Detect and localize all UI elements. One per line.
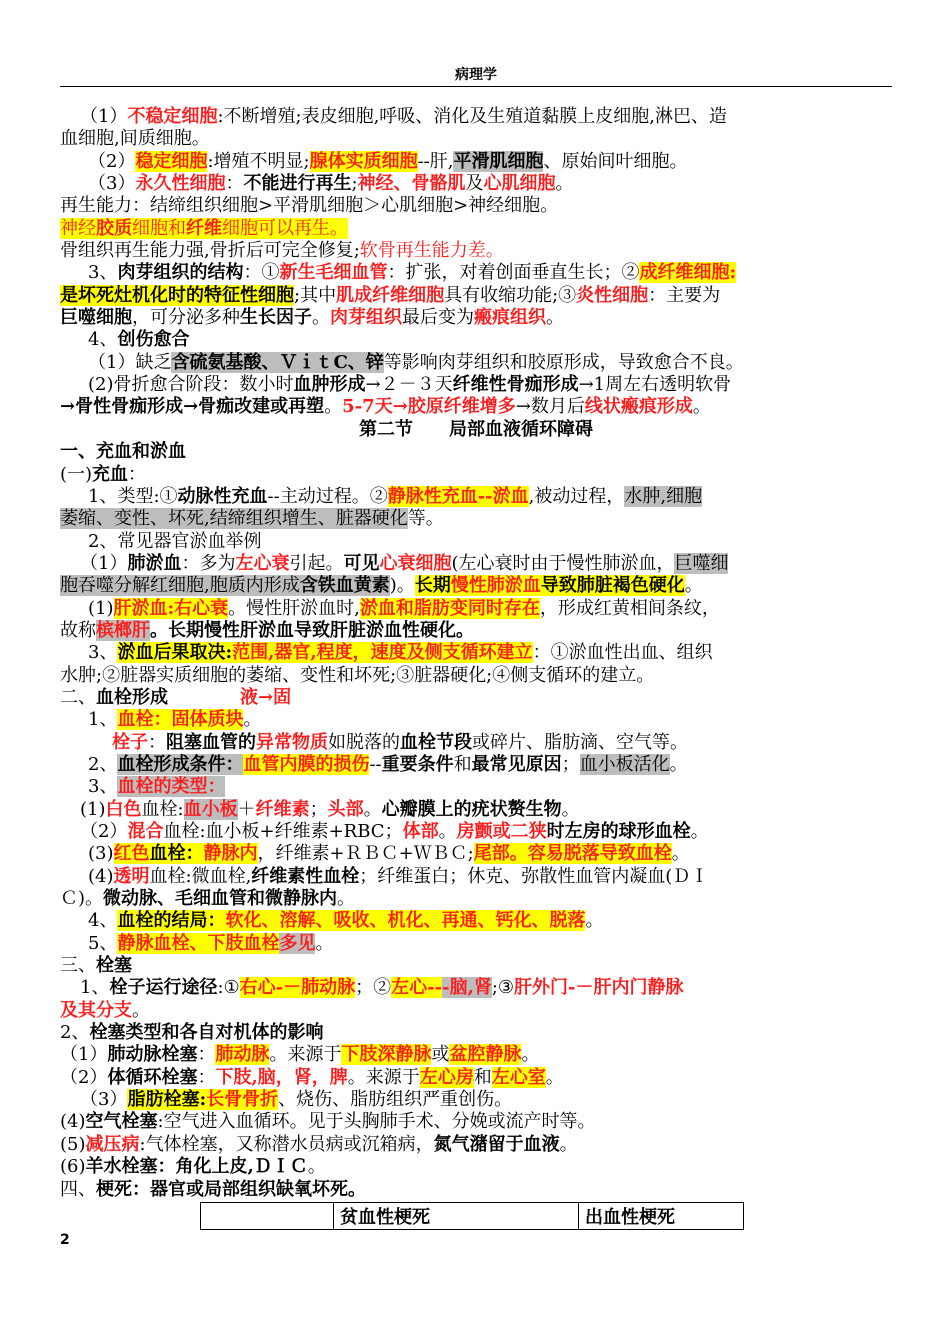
text-span: ;	[351, 173, 358, 195]
text-span: 栓子	[112, 731, 148, 753]
text-span: 。	[561, 798, 580, 820]
text-span: ;其中	[294, 284, 337, 306]
text-span: ；	[561, 753, 580, 775]
text-span: 软骨再生能力差。	[359, 240, 504, 262]
table-row	[201, 1203, 744, 1230]
text-span: 肺动脉栓塞	[107, 1044, 198, 1066]
text-span: 胶原纤维增多	[407, 396, 516, 418]
text-line	[60, 642, 892, 664]
text-span: 头部	[327, 798, 364, 820]
text-span: 最常见原因	[471, 753, 562, 775]
text-line	[60, 329, 892, 351]
text-line	[60, 955, 892, 977]
text-span: 不能进行再生	[243, 173, 352, 195]
text-span: 血栓：固体质块	[117, 709, 244, 731]
text-span: 或碎片、脂肪滴、空气等。	[472, 731, 688, 753]
text-span: 氮气潴留于血液	[433, 1133, 560, 1155]
text-span: ：	[197, 1066, 216, 1088]
table-cell: 出血性梗死	[579, 1203, 744, 1230]
text-span: 含硫氨基酸、ＶｉｔC、锌	[171, 351, 384, 373]
text-span: 左心室	[491, 1066, 546, 1088]
text-span: 纤维素	[255, 798, 310, 820]
text-span: 。	[669, 753, 688, 775]
text-line	[60, 531, 892, 553]
text-span: 稳定细胞	[135, 150, 208, 172]
text-span: 及	[465, 173, 484, 195]
text-span: 故称	[60, 619, 96, 641]
text-line	[60, 709, 892, 731]
text-span: 慢性肺淤血	[450, 575, 541, 597]
text-line	[60, 866, 892, 888]
text-span: 体循环栓塞	[107, 1066, 198, 1088]
text-span: 红色	[113, 843, 150, 865]
text-span: 羊水栓塞：角化上皮,ＤＩＣ	[85, 1156, 308, 1178]
text-span: 下肢深静脉	[341, 1044, 432, 1066]
text-span: 。	[330, 217, 348, 239]
text-span: 及其分支	[60, 999, 132, 1021]
text-span: 软化、溶解、吸收、机化、再通、钙化、脱落	[225, 910, 586, 932]
text-span: 1、类型:①	[88, 485, 178, 507]
text-span: 。长期慢性肝淤血导致肝脏淤血性硬化。	[150, 619, 474, 641]
text-span: 长期	[414, 575, 451, 597]
text-span: 多见	[279, 932, 316, 954]
text-span: 减压病	[85, 1133, 140, 1155]
text-span: 淤血和脂肪变同时存在	[359, 597, 540, 619]
text-line	[60, 732, 892, 754]
text-span: 。来源于	[269, 1044, 342, 1066]
text-span: →1周左右透明软骨	[578, 374, 732, 396]
text-span: 长骨骨折	[206, 1089, 279, 1111]
text-span: 5、	[88, 932, 118, 954]
text-span: 动脉性充血	[177, 485, 268, 507]
text-span: 栓塞类型和各自对机体的影响	[89, 1022, 324, 1044]
text-span: (一)	[60, 463, 93, 485]
text-span: 3、	[88, 642, 118, 664]
text-line	[60, 910, 892, 932]
text-line	[60, 106, 892, 128]
text-span: ：	[148, 731, 166, 753]
text-span: --肝,	[417, 150, 454, 172]
text-span: 肉芽组织	[330, 307, 402, 329]
text-span: 1、	[88, 709, 118, 731]
text-span: （1）	[80, 552, 128, 574]
text-span: 脂肪栓塞:	[127, 1089, 207, 1111]
text-span: 肝外门-－肝内门静脉	[514, 977, 684, 999]
text-span: 萎缩、变性、坏死,结缔组织增生、脏器硬化	[60, 508, 408, 530]
text-span: 二、	[60, 686, 96, 708]
text-span: (4)	[60, 1111, 86, 1133]
text-span: 房颤或二狭	[456, 821, 547, 842]
text-line	[60, 754, 892, 776]
text-span: 血肿形成	[293, 374, 366, 396]
text-span: 。	[324, 396, 343, 418]
text-line	[60, 776, 892, 798]
text-span: 。	[671, 843, 690, 865]
text-line	[60, 1179, 892, 1201]
text-span: （2）	[80, 821, 128, 842]
text-line	[60, 374, 892, 396]
text-span: ；纤维蛋白；休克、弥散性血管内凝血(ＤＩ	[359, 865, 709, 887]
text-line	[60, 1067, 892, 1089]
text-span: 2、	[60, 1022, 90, 1044]
text-line	[60, 128, 892, 150]
text-span: :①	[217, 977, 240, 999]
text-span: 纤维素性血栓	[251, 865, 360, 887]
text-span: (5)	[60, 1133, 86, 1155]
text-span: 体部	[402, 821, 439, 842]
text-span: 透明	[113, 865, 150, 887]
text-line	[60, 1000, 892, 1022]
text-span: 骨组织再生能力强,骨折后可完全修复;	[60, 240, 360, 262]
text-span: 血栓形成条件：	[117, 753, 244, 775]
text-line	[60, 508, 892, 530]
text-span: ：①	[243, 262, 280, 284]
text-span: 。	[555, 173, 574, 195]
text-span: 左心--	[391, 977, 443, 999]
text-span: (6)	[60, 1156, 86, 1178]
text-span: 。	[684, 575, 703, 597]
text-span: (1)	[80, 798, 106, 820]
text-span: 5-7天→	[342, 396, 408, 418]
text-span: 。	[559, 1133, 578, 1155]
text-span: 导致肺脏褐色硬化	[540, 575, 685, 597]
text-span: 三、	[60, 955, 96, 977]
text-span: --主动过程。②	[267, 485, 388, 507]
text-span: 等影响肉芽组织和胶原形成，导致愈合不良。	[383, 351, 744, 373]
text-span: 血小板	[183, 798, 238, 820]
text-span: 范围,器官,程度，速度及侧支循环建立	[232, 642, 533, 664]
text-line	[60, 441, 892, 463]
text-span: 炎性细胞	[576, 284, 649, 306]
text-span: 。	[438, 821, 457, 842]
text-span: 3、	[88, 776, 118, 798]
text-span: 血管内膜的损伤	[243, 753, 370, 775]
text-span: 血细胞,间质细胞。	[60, 128, 210, 150]
text-span: (3)	[88, 843, 114, 865]
text-span: ：	[128, 463, 147, 485]
text-span: 血栓:微血栓,	[149, 865, 252, 887]
text-span: 血小板活化	[579, 753, 670, 775]
text-span: 3、	[88, 262, 118, 284]
text-span: 胶质	[96, 217, 132, 239]
text-span: 水肿,细胞	[624, 485, 703, 507]
text-span: (1)	[88, 597, 114, 619]
text-span: （3）	[80, 1089, 128, 1111]
text-span: ；	[309, 798, 328, 820]
text-span: 、原始间叶细胞。	[543, 150, 688, 172]
document-body	[60, 106, 892, 1201]
text-span: →骨性骨痂形成→骨痂改建或再塑	[60, 396, 325, 418]
text-line	[60, 620, 892, 642]
text-span: 肌成纤维细胞	[336, 284, 445, 306]
page-header	[60, 64, 892, 87]
text-span: 一、充血和淤血	[60, 441, 186, 463]
text-line	[60, 464, 892, 486]
text-span: 静脉内	[203, 843, 258, 865]
text-span: （1）	[80, 106, 128, 127]
text-line	[60, 575, 892, 597]
text-span: （1）	[60, 1044, 108, 1066]
text-line	[60, 240, 892, 262]
text-line	[60, 486, 892, 508]
text-span: ,被动过程，	[528, 485, 625, 507]
text-span: 不稳定细胞	[127, 106, 218, 127]
text-span: 槟榔肝	[96, 619, 150, 641]
text-span: 再生能力：结缔组织细胞>平滑肌细胞＞心肌细胞>神经细胞。	[60, 195, 559, 217]
text-span: 心瓣膜上的疣状赘生物	[381, 798, 562, 820]
text-span: 巨噬细胞	[60, 307, 132, 329]
text-line	[60, 1156, 892, 1178]
text-line	[60, 1089, 892, 1111]
text-span: 水肿;②脏器实质细胞的萎缩、变性和坏死;③脏器硬化;④侧支循环的建立。	[60, 664, 655, 686]
text-span: 左心衰	[235, 552, 290, 574]
text-span: 纤维	[186, 217, 222, 239]
text-line	[60, 553, 892, 575]
text-span: 。来源于	[347, 1066, 420, 1088]
text-line	[60, 218, 892, 240]
text-span: 新生毛细血管	[279, 262, 388, 284]
text-span: 胞吞噬分解红细胞,胞质内形成	[60, 575, 300, 597]
text-span: 血栓节段	[400, 731, 472, 753]
text-span: 下肢,脑，肾，脾	[215, 1066, 348, 1088]
text-span: ＋	[237, 798, 256, 820]
text-span: 充血	[92, 463, 129, 485]
text-span: 血栓形成	[96, 686, 168, 708]
text-span: 生长因子	[240, 307, 312, 329]
text-span: 微动脉、毛细血管和微静脉内	[103, 888, 338, 910]
text-span: 肉芽组织的结构	[117, 262, 244, 284]
text-span: 淤血后果取决:	[117, 642, 233, 664]
text-span: （3）	[88, 173, 136, 195]
text-line	[60, 262, 892, 284]
infarct-table	[200, 1202, 744, 1230]
text-span: 静脉性充血--淤血	[387, 485, 529, 507]
text-span: 第二节 局部血液循环障碍	[359, 418, 593, 440]
text-span: 神经	[60, 217, 96, 239]
text-span: 空气栓塞	[85, 1111, 158, 1133]
text-line	[60, 352, 892, 374]
text-span: :空气进入血循环。见于头胸肺手术、分娩或流产时等。	[157, 1111, 596, 1133]
text-span: 阻塞血管的	[166, 731, 256, 753]
text-line	[60, 1044, 892, 1066]
text-line	[60, 977, 892, 999]
text-span: 。	[585, 910, 604, 932]
text-span: (左心衰时由于慢性肺淤血，	[451, 552, 675, 574]
text-span: 细胞和	[132, 217, 186, 239]
text-span: 和	[453, 753, 472, 775]
text-line	[60, 1022, 892, 1044]
text-line	[60, 598, 892, 620]
text-span: 创伤愈合	[117, 329, 190, 351]
text-line	[60, 396, 892, 418]
text-span: （2）	[60, 1066, 108, 1088]
text-span: Ｃ)。	[60, 888, 104, 910]
text-span: ：扩张，对着创面垂直生长；②	[387, 262, 640, 284]
text-span: 。	[337, 888, 356, 910]
text-line	[60, 1111, 892, 1133]
text-span: 血栓:血小板+纤维素+RBC；	[163, 821, 403, 842]
text-span: 2、常见器官淤血举例	[88, 530, 262, 552]
text-span: 静脉血栓、下肢血栓	[117, 932, 280, 954]
text-span: -脑,肾	[442, 977, 492, 999]
text-span: 、烧伤、脂肪组织严重创伤。	[278, 1089, 513, 1111]
text-span: ：主要为	[648, 284, 721, 306]
text-span: :气体栓塞，又称潜水员病或沉箱病，	[139, 1133, 434, 1155]
text-line	[60, 419, 892, 441]
text-line	[60, 933, 892, 955]
text-span: 液→固	[240, 686, 292, 708]
text-span: :增殖不明显;	[207, 150, 310, 172]
text-span: 成纤维细胞:	[639, 262, 737, 284]
text-span: 栓塞	[96, 955, 132, 977]
text-span: 1、	[80, 977, 110, 999]
text-span: 。	[243, 709, 262, 731]
text-span: 左心房	[419, 1066, 474, 1088]
text-span: →２－３天	[365, 374, 453, 396]
text-line	[60, 1134, 892, 1156]
text-span: 平滑肌细胞	[453, 150, 544, 172]
text-span: ;③	[491, 977, 515, 999]
text-span: ：多为	[181, 552, 236, 574]
text-span: 。	[132, 999, 150, 1021]
text-span: 4、	[88, 910, 118, 932]
text-span: 肝淤血:右心衰	[113, 597, 229, 619]
text-span: 白色	[105, 798, 142, 820]
text-span: ；②	[355, 977, 392, 999]
table-cell: 贫血性梗死	[334, 1203, 579, 1230]
text-span: 心肌细胞	[483, 173, 556, 195]
text-span: 肺淤血	[127, 552, 182, 574]
text-span: 。	[546, 307, 564, 329]
text-line	[60, 151, 892, 173]
text-span: 可见	[343, 552, 380, 574]
text-span: 异常物质	[256, 731, 328, 753]
text-span: 盆腔静脉	[449, 1044, 522, 1066]
text-span: 肺动脉	[215, 1044, 270, 1066]
text-span: 瘢痕组织	[474, 307, 546, 329]
text-span: 腺体实质细胞	[309, 150, 418, 172]
text-line	[60, 821, 892, 843]
text-span: 纤维性骨痂形成	[452, 374, 579, 396]
text-span: 4、	[88, 329, 118, 351]
text-span: 重要条件	[381, 753, 454, 775]
text-span: 等。	[407, 508, 444, 530]
text-span: ：	[225, 173, 244, 195]
table-cell	[201, 1203, 334, 1230]
text-span: (4)	[88, 865, 114, 887]
text-span: →数月后	[515, 396, 585, 418]
text-span: 细胞可以再生	[222, 217, 330, 239]
text-line	[60, 888, 892, 910]
text-span: :不断增殖;表皮细胞,呼吸、消化及生殖道黏膜上皮细胞,淋巴、造	[217, 106, 728, 127]
text-span: ：①淤血性出血、组织	[532, 642, 713, 664]
text-span: 梗死：器官或局部组织缺氧坏死。	[96, 1178, 366, 1200]
text-span: 或	[431, 1044, 450, 1066]
text-span: 尾部。容易脱落导致血栓	[473, 843, 672, 865]
text-span: 和	[473, 1066, 492, 1088]
text-span: 混合	[127, 821, 164, 842]
text-span: 血栓的类型：	[117, 776, 226, 798]
header-title: 病理学	[455, 67, 497, 83]
text-span: 心衰细胞	[379, 552, 452, 574]
text-span: 具有收缩功能;③	[444, 284, 577, 306]
text-span: 。	[521, 1044, 540, 1066]
text-span: 线状瘢痕形成	[584, 396, 693, 418]
text-span: 血栓：	[149, 843, 204, 865]
text-span: )。	[389, 575, 415, 597]
text-span: 右心-－肺动脉	[239, 977, 356, 999]
text-span: 四、	[60, 1178, 96, 1200]
text-span: 。	[315, 932, 334, 954]
text-span: ，可分泌多种	[132, 307, 240, 329]
page-number: 2	[60, 1232, 70, 1248]
text-span: 永久性细胞	[135, 173, 226, 195]
text-span: 血栓:	[141, 798, 184, 820]
text-span: 巨噬细	[674, 552, 729, 574]
text-span: 如脱落的	[328, 731, 400, 753]
text-line	[60, 307, 892, 329]
text-span: 时左房的球形血栓	[546, 821, 691, 842]
text-span: 神经、骨骼肌	[357, 173, 466, 195]
text-line	[60, 173, 892, 195]
text-span: (2)骨折愈合阶段：数小时	[88, 374, 294, 396]
text-line	[60, 285, 892, 307]
text-span: 含铁血黄素	[299, 575, 390, 597]
text-span: --	[369, 753, 382, 775]
text-span: 。	[545, 1066, 564, 1088]
text-line	[60, 843, 892, 865]
text-span: 。	[692, 396, 711, 418]
text-span: 引起。	[289, 552, 344, 574]
text-span: 栓子运行途径	[109, 977, 218, 999]
text-line	[60, 665, 892, 687]
text-span: 。慢性肝淤血时,	[228, 597, 360, 619]
text-span: 最后变为	[402, 307, 474, 329]
text-span: 是坏死灶机化时的特征性细胞	[60, 284, 294, 306]
text-span: ：	[197, 1044, 216, 1066]
text-span: （2）	[88, 150, 136, 172]
text-span: 。	[312, 307, 330, 329]
text-span: 。	[307, 1156, 326, 1178]
text-span: ，纤维素+ＲＢＣ+ＷＢＣ;	[257, 843, 474, 865]
text-span	[168, 687, 240, 708]
text-span: 血栓的结局：	[117, 910, 226, 932]
text-line	[60, 687, 892, 709]
text-span: 2、	[88, 753, 118, 775]
text-span: （1）缺乏	[88, 351, 172, 373]
text-span: 。	[690, 821, 709, 842]
text-span: 。	[363, 798, 382, 820]
text-span: ，形成红黄相间条纹，	[539, 597, 720, 619]
text-line	[60, 195, 892, 217]
text-line	[60, 799, 892, 821]
